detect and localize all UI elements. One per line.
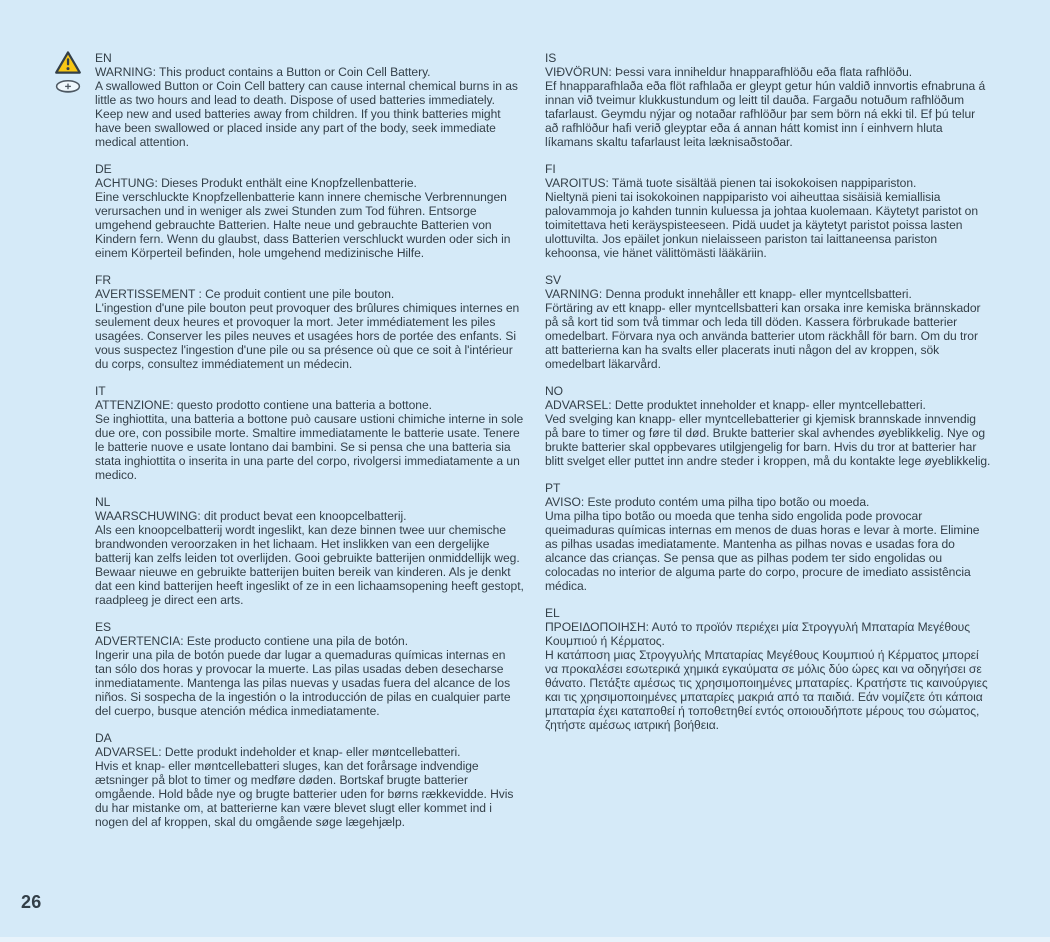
warning-headline: ATTENZIONE: questo prodotto contiene una batteria a bottone. (95, 398, 432, 412)
warning-body-text: Ingerir una pila de botón puede dar lugar a quemaduras químicas internas en tan sólo dos horas y provocar la muerte. Las pilas usadas deben desecharse inmediatamente. Mantenga las pilas nuevas y usadas fuera del alcance de los niños. Si sospecha de la ingestión o la introducción de pilas en cualquier parte del cuerpo, busque atención médica inmediatamente. (95, 648, 511, 718)
warning-headline: WARNING: This product contains a Button or Coin Cell Battery. (95, 65, 431, 79)
warning-headline: VAROITUS: Tämä tuote sisältää pienen tai isokokoisen nappipariston. (545, 176, 917, 190)
lang-code-label: SV (545, 273, 562, 287)
lang-section-sv (545, 273, 991, 371)
lang-code-label: FI (545, 162, 556, 176)
warning-headline: ADVARSEL: Dette produktet inneholder et knapp- eller myntcellebatteri. (545, 398, 926, 412)
lang-section-en (95, 51, 525, 149)
lang-code-label: DA (95, 731, 112, 745)
warning-headline: ΠΡΟΕΙΔΟΠΟΙΗΣΗ: Αυτό το προϊόν περιέχει μία Στρογγυλή Μπαταρία Μεγέθους Κουμπιού ή Κέρματος. (545, 620, 971, 648)
warning-headline: VARNING: Denna produkt innehåller ett knapp- eller myntcellsbatteri. (545, 287, 912, 301)
warning-body-text: Ef hnapparafhlaða eða flöt rafhlaða er gleypt getur hún valdið innvortis efnabruna á innan við tveimur klukkustundum og leitt til dauða. Fargaðu notuðum rafhlöðum tafarlaust. Geymdu nýjar og notaðar rafhlöður þar sem börn ná ekki til. Ef þú telur að rafhlöður hafi verið gleyptar eða á annan hátt komist inn í einhvern hluta líkamans skaltu tafarlaust leita læknisaðstoðar. (545, 79, 986, 149)
left-column (95, 51, 525, 842)
lang-code-label: EN (95, 51, 112, 65)
warning-body-text: Η κατάποση μιας Στρογγυλής Μπαταρίας Μεγέθους Κουμπιού ή Κέρματος μπορεί να προκαλέσει εσωτερικά χημικά εγκαύματα σε μόλις δύο ώρες και να οδηγήσει σε θάνατο. Πετάξτε αμέσως τις χρησιμοποιημένες μπαταρίες. Κρατήστε τις καινούργιες και τις χρησιμοποιημένες μπαταρίες μακριά από τα παιδιά. Εάν νομίζετε ότι κάποια μπαταρία έχει καταποθεί ή τοποθετηθεί εντός οποιουδήποτε μέρους του σώματος, ζητήστε αμέσως ιατρική βοήθεια. (545, 648, 988, 732)
lang-section-es (95, 620, 525, 718)
warning-body-text: Se inghiottita, una batteria a bottone può causare ustioni chimiche interne in sole due ore, con possibile morte. Smaltire immediatamente le batterie usate. Tenere le batterie nuove e usate lontano dai bambini. Se si pensa che una batteria sia stata inghiottita o inserita in una parte del corpo, rivolgersi immediatamente a un medico. (95, 412, 524, 482)
coin-cell-battery-icon (55, 79, 81, 95)
warning-headline: WAARSCHUWING: dit product bevat een knoopcelbatterij. (95, 509, 407, 523)
lang-section-fr (95, 273, 525, 371)
page-number: 26 (21, 892, 42, 912)
warning-headline: VIÐVÖRUN: Þessi vara inniheldur hnapparafhlöðu eða flata rafhlöðu. (545, 65, 913, 79)
right-column (545, 51, 991, 842)
lang-section-nl (95, 495, 525, 607)
page-bottom-edge (0, 937, 1050, 942)
warning-headline: AVERTISSEMENT : Ce produit contient une pile bouton. (95, 287, 395, 301)
lang-code-label: PT (545, 481, 561, 495)
lang-code-label: IS (545, 51, 557, 65)
lang-section-it (95, 384, 525, 482)
lang-code-label: EL (545, 606, 560, 620)
warning-headline: AVISO: Este produto contém uma pilha tipo botão ou moeda. (545, 495, 870, 509)
lang-section-no (545, 384, 991, 468)
warning-body-text: L'ingestion d'une pile bouton peut provoquer des brûlures chimiques internes en seulement deux heures et provoquer la mort. Jeter immédiatement les piles usagées. Conserver les piles neuves et usagées hors de portée des enfants. Si vous suspectez l'ingestion d'une pile ou sa présence où que ce soit à l'intérieur du corps, consultez immédiatement un médecin. (95, 301, 520, 371)
lang-code-label: IT (95, 384, 106, 398)
warning-columns (95, 51, 991, 842)
lang-section-da (95, 731, 525, 829)
warning-headline: ACHTUNG: Dieses Produkt enthält eine Knopfzellenbatterie. (95, 176, 417, 190)
lang-section-fi (545, 162, 991, 260)
warning-body-text: Hvis et knap- eller møntcellebatteri sluges, kan det forårsage indvendige ætsninger på blot to timer og medføre døden. Bortskaf brugte batterier omgående. Hold både nye og brugte batterier uden for børns rækkevidde. Hvis du har mistanke om, at batterierne kan være blevet slugt eller kommet ind i nogen del af kroppen, skal du omgående søge lægehjælp. (95, 759, 514, 829)
warning-body-text: Förtäring av ett knapp- eller myntcellsbatteri kan orsaka inre kemiska brännskador på så kort tid som två timmar och leda till döden. Kassera förbrukade batterier omedelbart. Förvara nya och använda batterier utom räckhåll för barn. Om du tror att batterierna kan ha svalts eller placerats inuti någon del av kroppen, sök omedelbart läkarvård. (545, 301, 981, 371)
lang-section-pt (545, 481, 991, 593)
warning-icons (52, 50, 84, 95)
warning-body-text: Uma pilha tipo botão ou moeda que tenha sido engolida pode provocar queimaduras químicas internas em menos de duas horas e levar à morte. Elimine as pilhas usadas imediatamente. Mantenha as pilhas novas e usadas fora do alcance das crianças. Se pensa que as pilhas podem ter sido engolidas ou colocadas no interior de alguma parte do corpo, procure de imediato assistência médica. (545, 509, 980, 593)
warning-triangle-icon (54, 50, 82, 75)
warning-body-text: A swallowed Button or Coin Cell battery can cause internal chemical burns in as little as two hours and lead to death. Dispose of used batteries immediately. Keep new and used batteries away from children. If you think batteries might have been swallowed or placed inside any part of the body, seek immediate medical attention. (95, 79, 518, 149)
warning-headline: ADVERTENCIA: Este producto contiene una pila de botón. (95, 634, 409, 648)
lang-code-label: NO (545, 384, 564, 398)
lang-code-label: NL (95, 495, 111, 509)
warning-body-text: Eine verschluckte Knopfzellenbatterie kann innere chemische Verbrennungen verursachen und in weniger als zwei Stunden zum Tod führen. Entsorge umgehend gebrauchte Batterien. Halte neue und gebrauchte Batterien von Kindern fern. Wenn du glaubst, dass Batterien verschluckt wurden oder sich in einem Körperteil befinden, hole umgehend medizinische Hilfe. (95, 190, 511, 260)
warning-body-text: Ved svelging kan knapp- eller myntcellebatterier gi kjemisk brannskade innvendig på bare to timer og føre til død. Brukte batterier skal avhendes øyeblikkelig. Nye og brukte batterier skal oppbevares utilgjengelig for barn. Hvis du tror at batterier har blitt svelget eller puttet inn andre steder i kroppen, må du kontakte lege øyeblikkelig. (545, 412, 991, 468)
lang-code-label: ES (95, 620, 112, 634)
lang-section-de (95, 162, 525, 260)
lang-section-is (545, 51, 991, 149)
lang-code-label: DE (95, 162, 112, 176)
lang-code-label: FR (95, 273, 112, 287)
warning-body-text: Nieltynä pieni tai isokokoinen nappiparisto voi aiheuttaa sisäisiä kemiallisia palovammoja jo kahden tunnin kuluessa ja johtaa kuolemaan. Käytetyt paristot on toimitettava heti keräyspisteeseen. Pidä uudet ja käytetyt paristot poissa lasten ulottuvilta. Jos epäilet jonkun nielaisseen pariston tai laittaneensa pariston kehoonsa, vie hänet välittömästi lääkäriin. (545, 190, 979, 260)
warning-body-text: Als een knoopcelbatterij wordt ingeslikt, kan deze binnen twee uur chemische brandwonden veroorzaken in het lichaam. Het inslikken van een dergelijke batterij kan zelfs leiden tot overlijden. Gooi gebruikte batterijen onmiddellijk weg. Bewaar nieuwe en gebruikte batterijen buiten bereik van kinderen. Als je denkt dat een kind batterijen heeft ingeslikt of ze in een lichaamsopening heeft gestopt, raadpleeg je direct een arts. (95, 523, 524, 607)
warning-headline: ADVARSEL: Dette produkt indeholder et knap- eller møntcellebatteri. (95, 745, 461, 759)
lang-section-el (545, 606, 991, 732)
